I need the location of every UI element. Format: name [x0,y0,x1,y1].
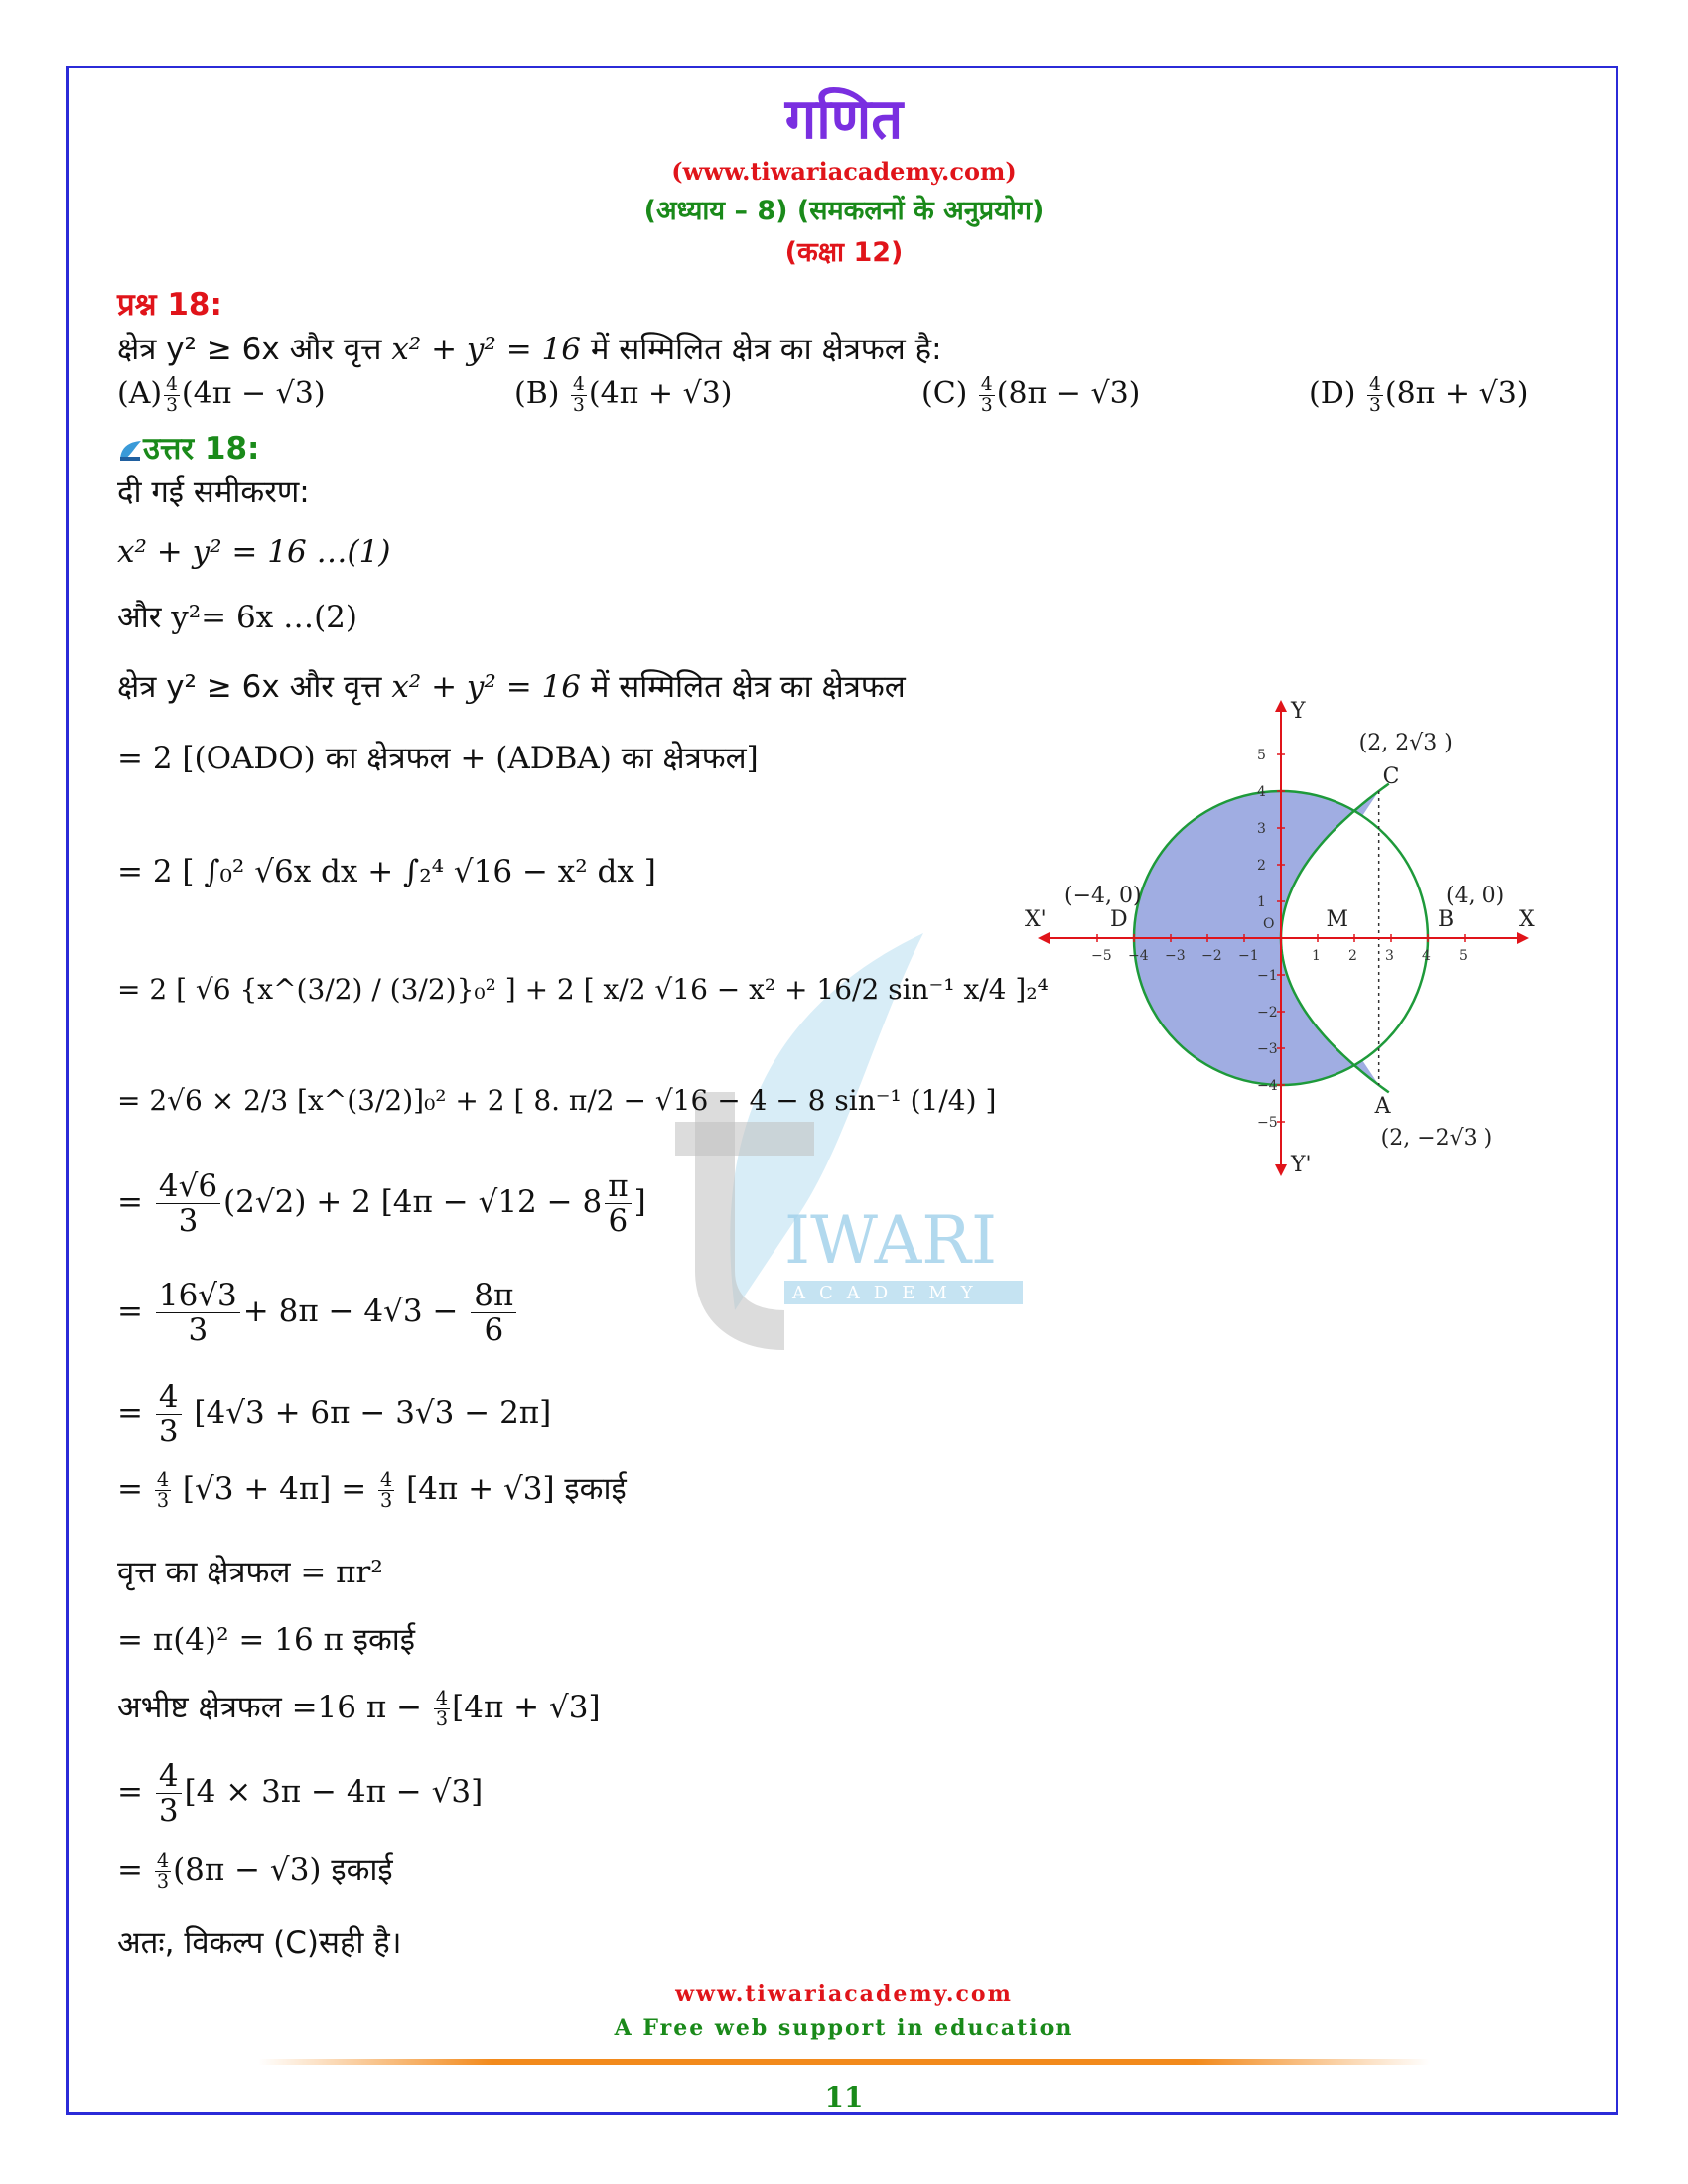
option-key: (C) [921,376,968,412]
region-graph [1023,695,1539,1191]
origin-label: O [1263,916,1275,932]
step-8: = $\frac{4}{3}$ [√3 + 4π] = $\frac{4}{3}$ [4π + √3] इकाई [117,1467,627,1512]
y-tick-label: 1 [1257,894,1266,910]
x-neg-arrow-icon [1038,932,1050,944]
x-tick-label: −1 [1238,948,1259,964]
y-arrow-icon [1275,700,1287,712]
y-tick-label: 5 [1257,748,1266,763]
equation-1: x² + y² = 16 …(1) [117,534,391,570]
step-11: अभीष्ट क्षेत्रफल =16 π − $\frac{4}{3}$ [4π + √3] [117,1686,601,1730]
leaf-logo-icon [117,439,143,463]
point-d-label: D [1110,907,1128,932]
question-equation: x² + y² = 16 [391,332,581,367]
point-c-label: C [1382,764,1400,789]
option-body: (8π − √3) [996,376,1141,412]
conclusion: अतः, विकल्प (C)सही है। [117,1925,402,1961]
y-tick-label: −1 [1257,968,1278,984]
step-2: = 2 [ ∫₀² √6x dx + ∫₂⁴ √16 − x² dx ] [117,854,656,889]
x-tick-label: 1 [1312,948,1321,964]
class-heading: (कक्षा 12) [784,237,904,268]
step-10: = π(4)² = 16 π इकाई [117,1622,416,1658]
x-arrow-icon [1517,932,1529,944]
area-intro-equation: x² + y² = 16 [391,669,581,705]
area-intro-a: क्षेत्र y² ≥ 6x और वृत्त [117,669,392,705]
x-neg-axis-label: X' [1025,907,1047,932]
option-fraction: $\frac{4}{3}$ [573,374,585,416]
page-number: 11 [824,2081,864,2114]
y-tick-label: −2 [1257,1005,1278,1021]
x-tick-label: −4 [1128,948,1149,964]
step-7: = $\frac{4}{3}$ [4√3 + 6π − 3√3 − 2π] [117,1379,552,1450]
point-c-coords: (2, 2√3 ) [1358,731,1453,755]
step-1: = 2 [(OADO) का क्षेत्रफल + (ADBA) का क्षेत्रफल] [117,741,759,776]
question-label-row [117,283,222,325]
y-tick-label: 4 [1257,784,1266,800]
point-b-label: B [1438,907,1455,932]
y-axis-label: Y [1291,699,1306,724]
x-tick-label: 4 [1422,948,1431,964]
x-tick-label: 3 [1385,948,1394,964]
question-text-a: क्षेत्र y² ≥ 6x और वृत्त [117,332,392,367]
option-body: (4π − √3) [181,376,326,412]
step-3: = 2 [ √6 {x^(3/2) / (3/2)}₀² ] + 2 [ x/2 √16 − x² + 16/2 sin⁻¹ x/4 ]₂⁴ [117,973,1049,1006]
option-b [514,375,732,415]
step-13: = $\frac{4}{3}$ (8π − √3) इकाई [117,1848,393,1893]
area-intro [117,665,906,707]
area-intro-c: में सम्मिलित क्षेत्र का क्षेत्रफल [581,669,906,705]
chapter-heading: (अध्याय – 8) (समकलनों के अनुप्रयोग) [643,196,1045,226]
footer-url[interactable]: www.tiwariacademy.com [675,1981,1013,2007]
option-body: (4π + √3) [588,376,733,412]
step-6: = $\frac{16√3}{3}$ + 8π − 4√3 − $\frac{8\pi}{6}$ [117,1279,519,1347]
point-a-label: A [1374,1094,1391,1119]
point-b-coords: (4, 0) [1446,884,1505,908]
step-5: = $\frac{4√6}{3}$ (2√2) + 2 [4π − √12 − 8 $\frac{\pi}{6}$ ] [117,1168,646,1240]
option-fraction: $\frac{4}{3}$ [1369,374,1381,416]
watermark-logo [675,893,1033,1350]
option-a [117,375,326,415]
answer-label: उत्तर 18: [143,431,260,467]
footer-tagline: A Free web support in education [614,2015,1074,2041]
question-text-c: में सम्मिलित क्षेत्र का क्षेत्रफल है: [581,332,942,367]
option-key: (A) [117,376,163,412]
point-d-coords: (−4, 0) [1064,884,1142,908]
option-fraction: $\frac{4}{3}$ [166,374,178,416]
step-9: वृत्त का क्षेत्रफल = πr² [117,1555,383,1590]
question-label: प्रश्न 18: [117,287,222,323]
watermark-sub: ACADEMY [792,1283,987,1303]
page-title: गणित [784,87,904,152]
step-12: = $\frac{4}{3}$ [4 × 3π − 4π − √3] [117,1758,484,1830]
option-key: (D) [1309,376,1356,412]
x-axis-label: X [1519,907,1535,932]
option-c [921,375,1140,415]
y-tick-label: 2 [1257,858,1266,874]
footer-divider [258,2059,1430,2065]
option-d [1309,375,1528,415]
step-4: = 2√6 × 2/3 [x^(3/2)]₀² + 2 [ 8. π/2 − √16 − 4 − 8 sin⁻¹ (1/4) ] [117,1084,997,1117]
x-tick-label: 2 [1348,948,1357,964]
x-tick-label: 5 [1459,948,1468,964]
option-body: (8π + √3) [1384,376,1529,412]
x-tick-label: −3 [1165,948,1186,964]
x-tick-label: −5 [1091,948,1112,964]
y-tick-label: 3 [1257,821,1266,837]
y-tick-label: −5 [1257,1115,1278,1131]
option-key: (B) [514,376,560,412]
equation-2: और y²= 6x …(2) [117,600,357,635]
given-heading: दी गई समीकरण: [117,475,310,510]
answer-label-row [117,427,259,469]
question-text [117,328,942,369]
y-tick-label: −3 [1257,1041,1278,1057]
y-neg-arrow-icon [1275,1164,1287,1176]
watermark-text: IWARI [784,1202,998,1279]
y-neg-axis-label: Y' [1291,1153,1312,1177]
point-m-label: M [1326,907,1349,932]
point-a-coords: (2, −2√3 ) [1380,1126,1493,1151]
option-fraction: $\frac{4}{3}$ [980,374,993,416]
x-tick-label: −2 [1201,948,1222,964]
header-url[interactable]: (www.tiwariacademy.com) [671,157,1017,186]
y-tick-label: −4 [1257,1078,1278,1094]
